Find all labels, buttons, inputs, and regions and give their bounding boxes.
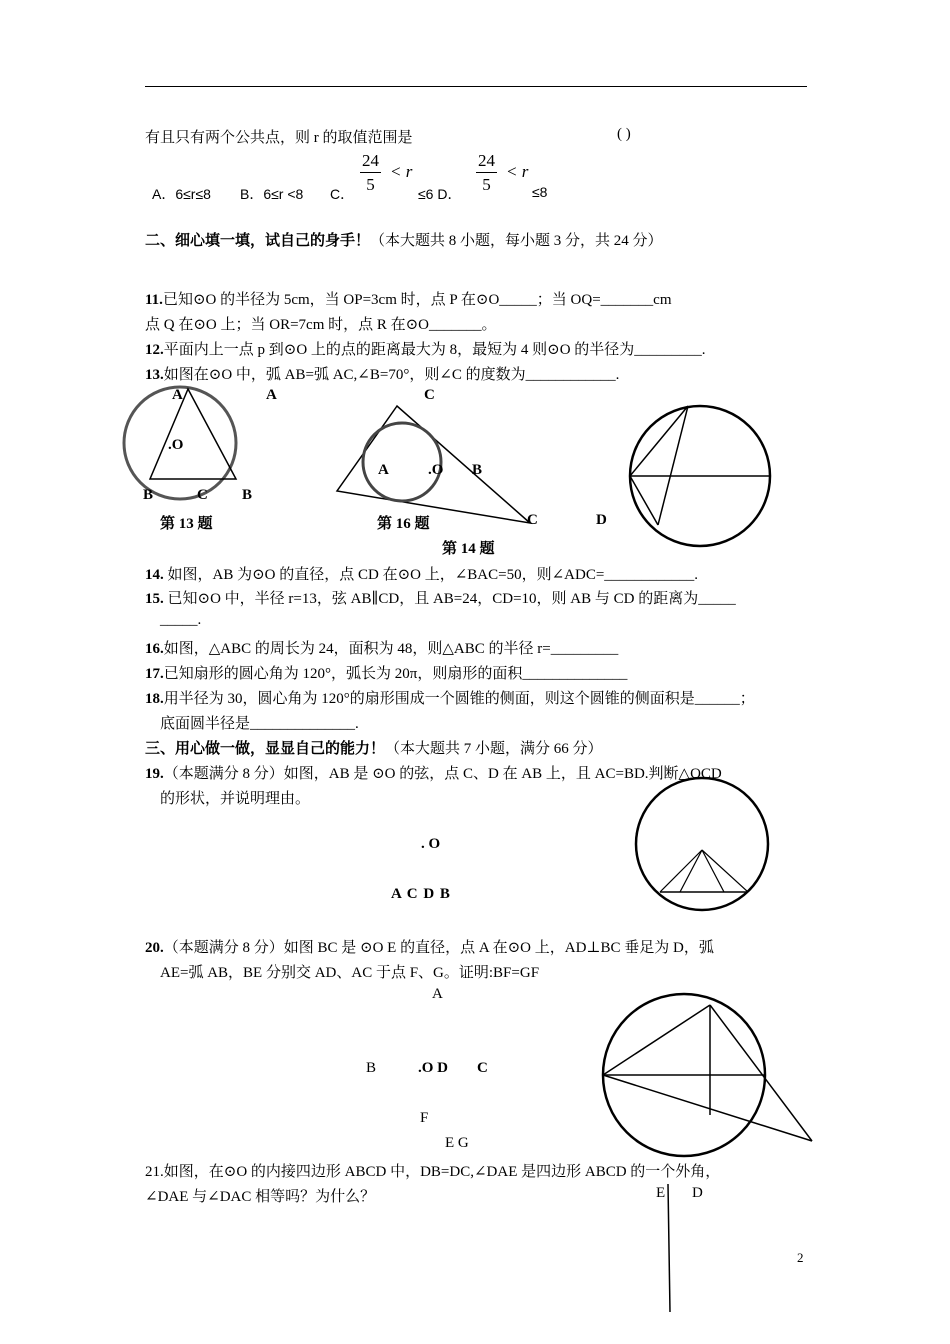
q20-label-eg: E G: [445, 1135, 469, 1151]
figure-21-diagram: [660, 1180, 680, 1320]
q19-line2: 的形状，并说明理由。: [160, 791, 311, 807]
figure-13-label-b-2: B: [242, 487, 253, 503]
q11-line1: [145, 288, 672, 309]
q11-text-1: 已知⊙O 的半径为 5cm，当 OP=3cm 时，点 P 在⊙O_____；当 OQ=_______cm: [162, 292, 672, 308]
section3-title: 三、用心做一做，显显自己的能力！: [145, 741, 386, 757]
figure-20-segment-be: [603, 1075, 812, 1141]
q10-stem: 有且只有两个公共点，则 r 的取值范围是: [145, 130, 413, 146]
q10-answer-paren: ( ): [617, 126, 631, 142]
section3-note: （本大题共 7 小题，满分 66 分）: [385, 741, 603, 757]
q10-option-c: C．: [330, 186, 355, 202]
figure-13-caption: 第 13 题: [160, 516, 213, 532]
figure-19-segment-ob: [702, 850, 748, 892]
figure-16-label-a: A: [378, 462, 389, 478]
q20-number: 20.: [145, 940, 164, 956]
figure-16-label-c-2: C: [527, 512, 538, 528]
q17: [145, 662, 627, 683]
q18-text-1: 用半径为 30，圆心角为 120°的扇形围成一个圆锥的侧面，则这个圆锥的侧面积是______；: [163, 691, 755, 707]
q20-label-b: B: [366, 1060, 377, 1076]
q17-text: 已知扇形的圆心角为 120°，弧长为 20π，则扇形的面积______________: [163, 666, 628, 682]
figure-13-label-a: A: [172, 387, 183, 403]
q12-number: 12.: [145, 342, 164, 358]
figure-13-label-a-2: A: [266, 387, 277, 403]
q19-number: 19.: [145, 766, 164, 782]
figure-19-diagram: [630, 780, 775, 905]
figure-13-diagram: [130, 385, 260, 495]
q20-line2: AE=弧 AB，BE 分别交 AD、AC 于点 F、G。证明:BF=GF: [160, 965, 540, 981]
figure-13-label-b: B: [143, 487, 154, 503]
figure-13-label-c: C: [197, 487, 208, 503]
figure-16-label-c: C: [424, 387, 435, 403]
q17-number: 17.: [145, 666, 164, 682]
figure-20-segment-ag: [710, 1005, 812, 1141]
figure-14-caption: 第 14 题: [442, 541, 495, 557]
q21-line2: ∠DAE 与∠DAC 相等吗？为什么？: [145, 1189, 376, 1205]
q16-text: 如图，△ABC 的周长为 24，面积为 48，则△ABC 的半径 r=_________: [163, 641, 619, 657]
figure-14-diagram: [625, 400, 780, 530]
figure-19-circle: [636, 778, 768, 910]
q14-text: 如图，AB 为⊙O 的直径，点 CD 在⊙O 上，∠BAC=50，则∠ADC=____________.: [163, 567, 699, 583]
figure-20-segment-ba: [603, 1005, 710, 1075]
q16-number: 16.: [145, 641, 164, 657]
fraction-numerator: 24: [476, 150, 497, 173]
section2-heading: [145, 229, 663, 250]
q14: [145, 563, 698, 584]
fraction-denominator: 5: [366, 175, 375, 194]
fraction-denominator: 5: [482, 175, 491, 194]
section2-note: （本大题共 8 小题，每小题 3 分，共 24 分）: [370, 233, 663, 249]
q10-option-d-tail: ≤8: [532, 184, 548, 200]
q21-line1: 21.如图，在⊙O 的内接四边形 ABCD 中，DB=DC,∠DAE 是四边形 ABCD 的一个外角，: [145, 1164, 721, 1180]
q19-labels-acdb: A C D B: [391, 886, 450, 902]
figure-19-segment-oa: [660, 850, 702, 892]
q15-number: 15.: [145, 591, 164, 607]
q10-less-than-r-2: < r: [506, 162, 529, 181]
q10-fraction-2: [476, 150, 497, 197]
q10-fraction-1: [360, 150, 381, 197]
figure-13-triangle: [150, 389, 236, 479]
q20-label-od: .O D: [418, 1060, 448, 1076]
figure-16-label-d: D: [596, 512, 607, 528]
figure-21-line: [668, 1184, 670, 1312]
q10-option-a: A．6≤r≤8: [152, 186, 211, 202]
q15-line2: _____.: [160, 612, 202, 628]
figure-20-diagram: [600, 995, 820, 1155]
q13: [145, 363, 619, 384]
header-rule: [145, 86, 807, 87]
q10-option-b: B．6≤r <8: [240, 186, 304, 202]
q12-text: 平面内上一点 p 到⊙O 上的点的距离最大为 8，最短为 4 则⊙O 的半径为_________.: [163, 342, 706, 358]
q15-line1: [145, 587, 736, 608]
q20-label-f: F: [420, 1110, 429, 1126]
q20-label-a: A: [432, 986, 443, 1002]
figure-16-label-o: .O: [428, 462, 444, 478]
q19-label-o: . O: [421, 836, 441, 852]
q13-text: 如图在⊙O 中，弧 AB=弧 AC,∠B=70°，则∠C 的度数为____________.: [163, 367, 620, 383]
q18-number: 18.: [145, 691, 164, 707]
figure-16-label-b: B: [472, 462, 483, 478]
figure-16-caption: 第 16 题: [377, 516, 430, 532]
q15-text-1: 已知⊙O 中，半径 r=13，弦 AB∥CD，且 AB=24，CD=10，则 AB 与 CD 的距离为_____: [163, 591, 736, 607]
q21-label-d: D: [692, 1185, 703, 1201]
q13-number: 13.: [145, 367, 164, 383]
q19-text-1: （本题满分 8 分）如图，AB 是 ⊙O 的弦，点 C、D 在 AB 上，且 AC=BD.判断△OCD: [163, 766, 722, 782]
q20-label-c: C: [477, 1060, 488, 1076]
q20-text-1: （本题满分 8 分）如图 BC 是 ⊙O E 的直径，点 A 在⊙O 上，AD⊥BC 垂足为 D，弧: [163, 940, 714, 956]
q12: [145, 338, 706, 359]
page-number: 2: [797, 1250, 804, 1265]
section2-title: 二、细心填一填，试自己的身手！: [145, 233, 371, 249]
q18-line1: [145, 687, 755, 708]
q11-number: 11.: [145, 292, 163, 308]
q14-number: 14.: [145, 567, 164, 583]
q10-option-c-tail: ≤6 D．: [418, 186, 462, 202]
q20-line1: [145, 936, 714, 957]
figure-13-label-o: .O: [168, 437, 184, 453]
figure-19-segment-od: [702, 850, 724, 892]
q10-less-than-r-1: < r: [390, 162, 413, 181]
fraction-numerator: 24: [360, 150, 381, 173]
q18-line2: 底面圆半径是______________.: [160, 716, 359, 732]
section3-heading: [145, 737, 603, 758]
q11-line2: 点 Q 在⊙O 上；当 OR=7cm 时，点 R 在⊙O_______。: [145, 317, 497, 333]
q16: [145, 637, 618, 658]
figure-19-segment-oc: [680, 850, 702, 892]
q21-label-e: E: [656, 1185, 666, 1201]
